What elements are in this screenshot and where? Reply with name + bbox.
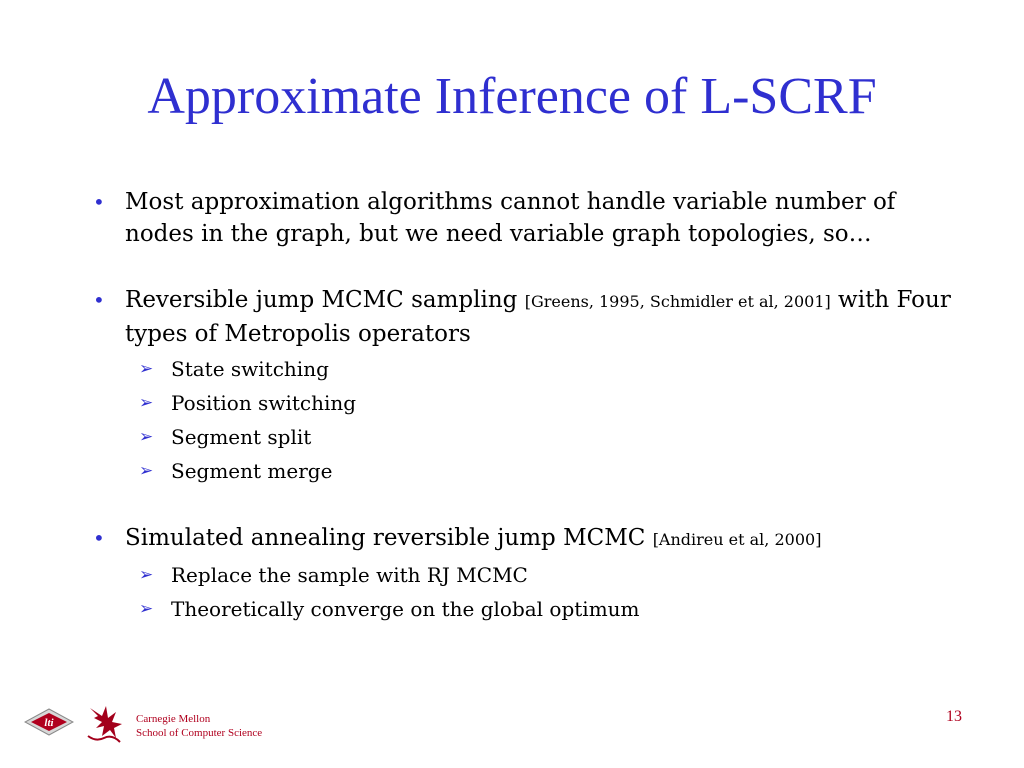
slide-footer [0, 700, 1024, 760]
lti-logo-text: lti [44, 717, 54, 729]
slide-title: Approximate Inference of L-SCRF [147, 68, 877, 125]
slide-content [93, 186, 953, 660]
sub-item-text: Position switching [171, 391, 357, 415]
sub-list [125, 558, 953, 626]
bullet-dot-icon: • [93, 288, 105, 312]
sub-item [125, 352, 953, 386]
lti-logo-icon [24, 708, 74, 736]
bullet-dot-icon: • [93, 526, 105, 550]
bullet-text: Reversible jump MCMC sampling [125, 287, 525, 313]
page-number: 13 [946, 708, 962, 725]
bullet-item [93, 284, 953, 488]
arrow-bullet-icon: ➢ [139, 427, 154, 447]
sub-item-text: State switching [171, 357, 329, 381]
sub-item [125, 386, 953, 420]
bullet-text: Most approximation algorithms cannot handle variable number of nodes in the graph, but we need variable graph topologies, so… [125, 189, 896, 247]
sub-item-text: Replace the sample with RJ MCMC [171, 563, 528, 587]
cmu-dragon-icon [82, 702, 126, 746]
bullet-item [93, 522, 953, 626]
bullet-text-continued: with Four types of Metropolis operators [125, 287, 951, 347]
institution-name [136, 712, 262, 740]
sub-item-text: Segment merge [171, 459, 333, 483]
sub-item-text: Segment split [171, 425, 312, 449]
sub-item [125, 454, 953, 488]
institution-line-1: Carnegie Mellon [136, 713, 211, 725]
sub-item [125, 592, 953, 626]
citation: [Andireu et al, 2000] [652, 530, 822, 549]
sub-item-text: Theoretically converge on the global optimum [171, 597, 640, 621]
arrow-bullet-icon: ➢ [139, 461, 154, 481]
sub-list [125, 352, 953, 488]
arrow-bullet-icon: ➢ [139, 599, 154, 619]
bullet-dot-icon: • [93, 190, 105, 214]
arrow-bullet-icon: ➢ [139, 359, 154, 379]
sub-item [125, 420, 953, 454]
bullet-text: Simulated annealing reversible jump MCMC [125, 525, 653, 551]
sub-item [125, 558, 953, 592]
institution-line-2: School of Computer Science [136, 727, 263, 739]
arrow-bullet-icon: ➢ [139, 565, 154, 585]
bullet-item [93, 186, 953, 250]
citation: [Greens, 1995, Schmidler et al, 2001] [524, 292, 831, 311]
arrow-bullet-icon: ➢ [139, 393, 154, 413]
